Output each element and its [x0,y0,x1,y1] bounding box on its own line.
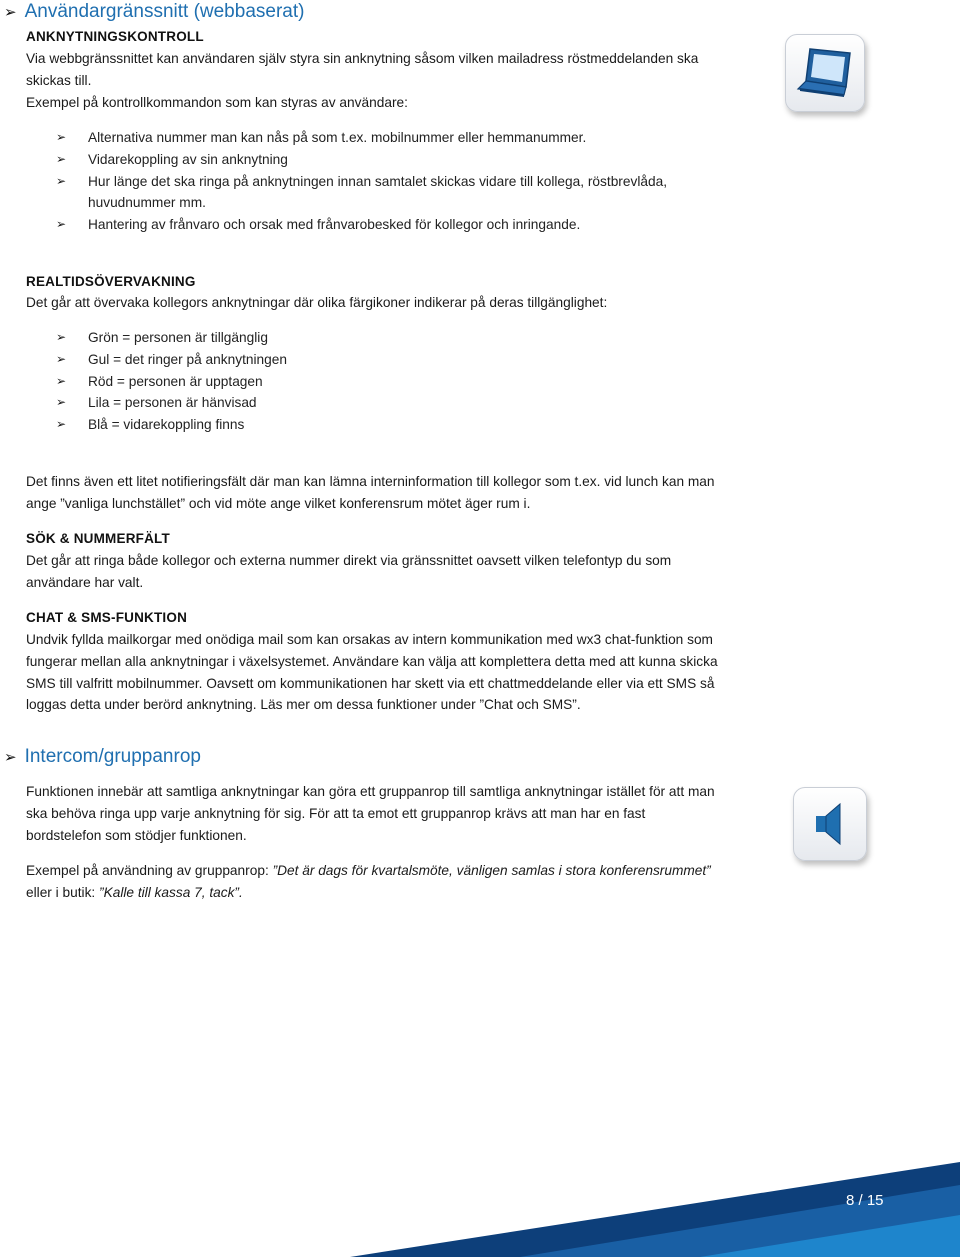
page-number: 8 / 15 [846,1192,884,1209]
intercom-text-line2: ska behöva ringa upp varje anknytning för sig. För att ta emot ett gruppanrop krävs att man har en fast [26,806,646,821]
subheading-chat: CHAT & SMS-FUNKTION [26,610,188,625]
list-item: ➢ Alternativa nummer man kan nås på som t.ex. mobilnummer eller hemmanummer. [26,127,786,149]
ank-text-line1: Via webbgränssnittet kan användaren själv styra sin anknytning såsom vilken mailadress röstmeddelanden ska [26,51,699,66]
chat-text-line3: SMS till valfritt mobilnummer. Oavsett om kommunikationen har skett via ett chattmeddelande eller via ett SMS så [26,676,715,691]
arrow-bullet-icon: ➢ [4,749,17,766]
list-item: ➢ Hur länge det ska ringa på anknytningen innan samtalet skickas vidare till kollega, röstbrevlåda, [26,171,786,193]
search-text-line1: Det går att ringa både kollegor och externa nummer direkt via gränssnittet oavsett vilken telefontyp du som [26,553,672,568]
arrow-bullet-icon: ➢ [56,395,67,410]
subheading-ankn: ANKNYTNINGSKONTROLL [26,29,204,44]
chat-text-line2: fungerar mellan alla anknytningar i växelsystemet. Användare kan välja att komplettera detta med att kunna skicka [26,654,718,669]
example-quote: ”Det är dags för kvartalsmöte, vänligen samlas i stora konferensrummet” [272,863,711,878]
intercom-example-line2: eller i butik: ”Kalle till kassa 7, tack”. [26,885,243,900]
arrow-bullet-icon: ➢ [56,330,67,344]
arrow-bullet-icon: ➢ [56,173,67,188]
notification-text-line1: Det finns även ett litet notifieringsfält där man kan lämna interninformation till kollegor som t.ex. vid lunch kan man [26,474,715,489]
notification-text-line2: ange ”vanliga lunchstället” och vid möte ange vilket konferensrum mötet äger rum i. [26,496,531,511]
arrow-bullet-icon: ➢ [56,217,67,232]
arrow-bullet-icon: ➢ [56,151,67,166]
list-item: ➢ Gul = det ringer på anknytningen [26,349,786,371]
example-intro: Exempel på kontrollkommandon som kan styras av användare: [26,95,408,110]
list-item: ➢ Blå = vidarekoppling finns [26,414,786,436]
list-item: ➢ Röd = personen är upptagen [26,371,786,393]
subheading-realtime: REALTIDSÖVERVAKNING [26,274,196,289]
subheading-search: SÖK & NUMMERFÄLT [26,531,170,546]
arrow-bullet-icon: ➢ [56,351,67,366]
list-item: ➢ Vidarekoppling av sin anknytning [26,149,786,171]
arrow-bullet-icon: ➢ [56,373,67,388]
heading-text: Användargränssnitt (webbaserat) [24,1,305,22]
list-item: ➢ Grön = personen är tillgänglig [26,327,786,349]
heading-text: Intercom/gruppanrop [24,746,201,767]
arrow-bullet-icon: ➢ [4,4,17,21]
intercom-example-line1: Exempel på användning av gruppanrop: ”Det är dags för kvartalsmöte, vänligen samlas i stora konferensrummet” [26,863,711,878]
realtime-text: Det går att övervaka kollegors anknytningar där olika färgikoner indikerar på deras tillgänglighet: [26,295,608,310]
arrow-bullet-icon: ➢ [56,130,67,144]
search-text-line2: användare har valt. [26,575,144,590]
list-item: ➢ Hantering av frånvaro och orsak med frånvarobesked för kollegor och inringande. [26,214,786,236]
list-item: ➢ Lila = personen är hänvisad [26,392,786,414]
list-item-continuation: huvudnummer mm. [88,195,206,211]
ank-text-line2: skickas till. [26,73,92,88]
intercom-text-line3: bordstelefon som stödjer funktionen. [26,828,247,843]
shop-quote: ”Kalle till kassa 7, tack”. [99,885,243,900]
intercom-text-line1: Funktionen innebär att samtliga anknytningar kan göra ett gruppanrop till samtliga anknytningar istället för att man [26,784,715,799]
arrow-bullet-icon: ➢ [56,417,67,432]
chat-text-line4: loggas detta under berörd anknytning. Läs mer om dessa funktioner under ”Chat och SMS”. [26,697,581,712]
chat-text-line1: Undvik fyllda mailkorgar med onödiga mail som kan orsakas av intern kommunikation med wx3 chat-funktion som [26,632,713,647]
